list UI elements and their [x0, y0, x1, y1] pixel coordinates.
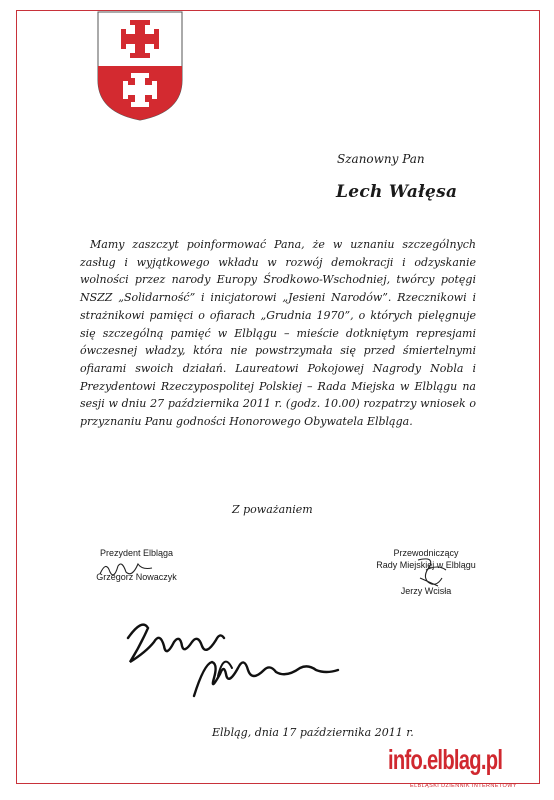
handwritten-signature-lech-walesa	[120, 612, 350, 704]
letter-body: Mamy zaszczyt poinformować Pana, że w uznaniu szczególnych zasług i wyjątkowego wkładu w rozwój demokracji i odzyskanie wolności przez narody Europy Środkowo-Wschodniej, twórcy potęgi NSZZ „Solidarność” i inicjatorowi „Jesieni Narodów”. Rzecznikowi i strażnikowi pamięci o ofiarach „Grudnia 1970”, o których pielęgnuje się szczególną pamięć w Elblągu – mieście dotkniętym represjami ówczesnej władzy, która nie powstrzymała się przed śmiertelnymi ofiarami swoich działań. Laureatowi Pokojowej Nagrody Nobla i Prezydentowi Rzeczypospolitej Polskiej – Rada Miejska w Elblągu na sesji w dniu 27 października 2011 r. (godz. 10.00) rozpatrzy wniosek o przyznaniu Panu godności Honorowego Obywatela Elbląga.	[80, 238, 476, 429]
recipient-name: Lech Wałęsa	[336, 182, 458, 202]
handwritten-signature-right	[408, 556, 452, 590]
closing: Z poważaniem	[232, 503, 313, 516]
watermark-logo: info.elblag.pl	[388, 744, 503, 775]
signatory-left-title: Prezydent Elbląga	[99, 548, 174, 558]
signatory-right-title-1: Przewodniczący	[393, 548, 459, 558]
watermark-tagline: ELBLĄSKI DZIENNIK INTERNETOWY	[410, 783, 517, 789]
salutation: Szanowny Pan	[337, 152, 425, 166]
elblag-coat-of-arms-icon	[95, 10, 185, 122]
handwritten-signature-left	[96, 556, 156, 582]
place-and-date: Elbląg, dnia 17 października 2011 r.	[212, 726, 414, 739]
signatory-right-name: Jerzy Wcisła	[400, 586, 452, 596]
signatory-left-name: Grzegorz Nowaczyk	[96, 572, 177, 582]
signatory-right-title-2: Rady Miejskiej w Elblągu	[376, 560, 476, 570]
